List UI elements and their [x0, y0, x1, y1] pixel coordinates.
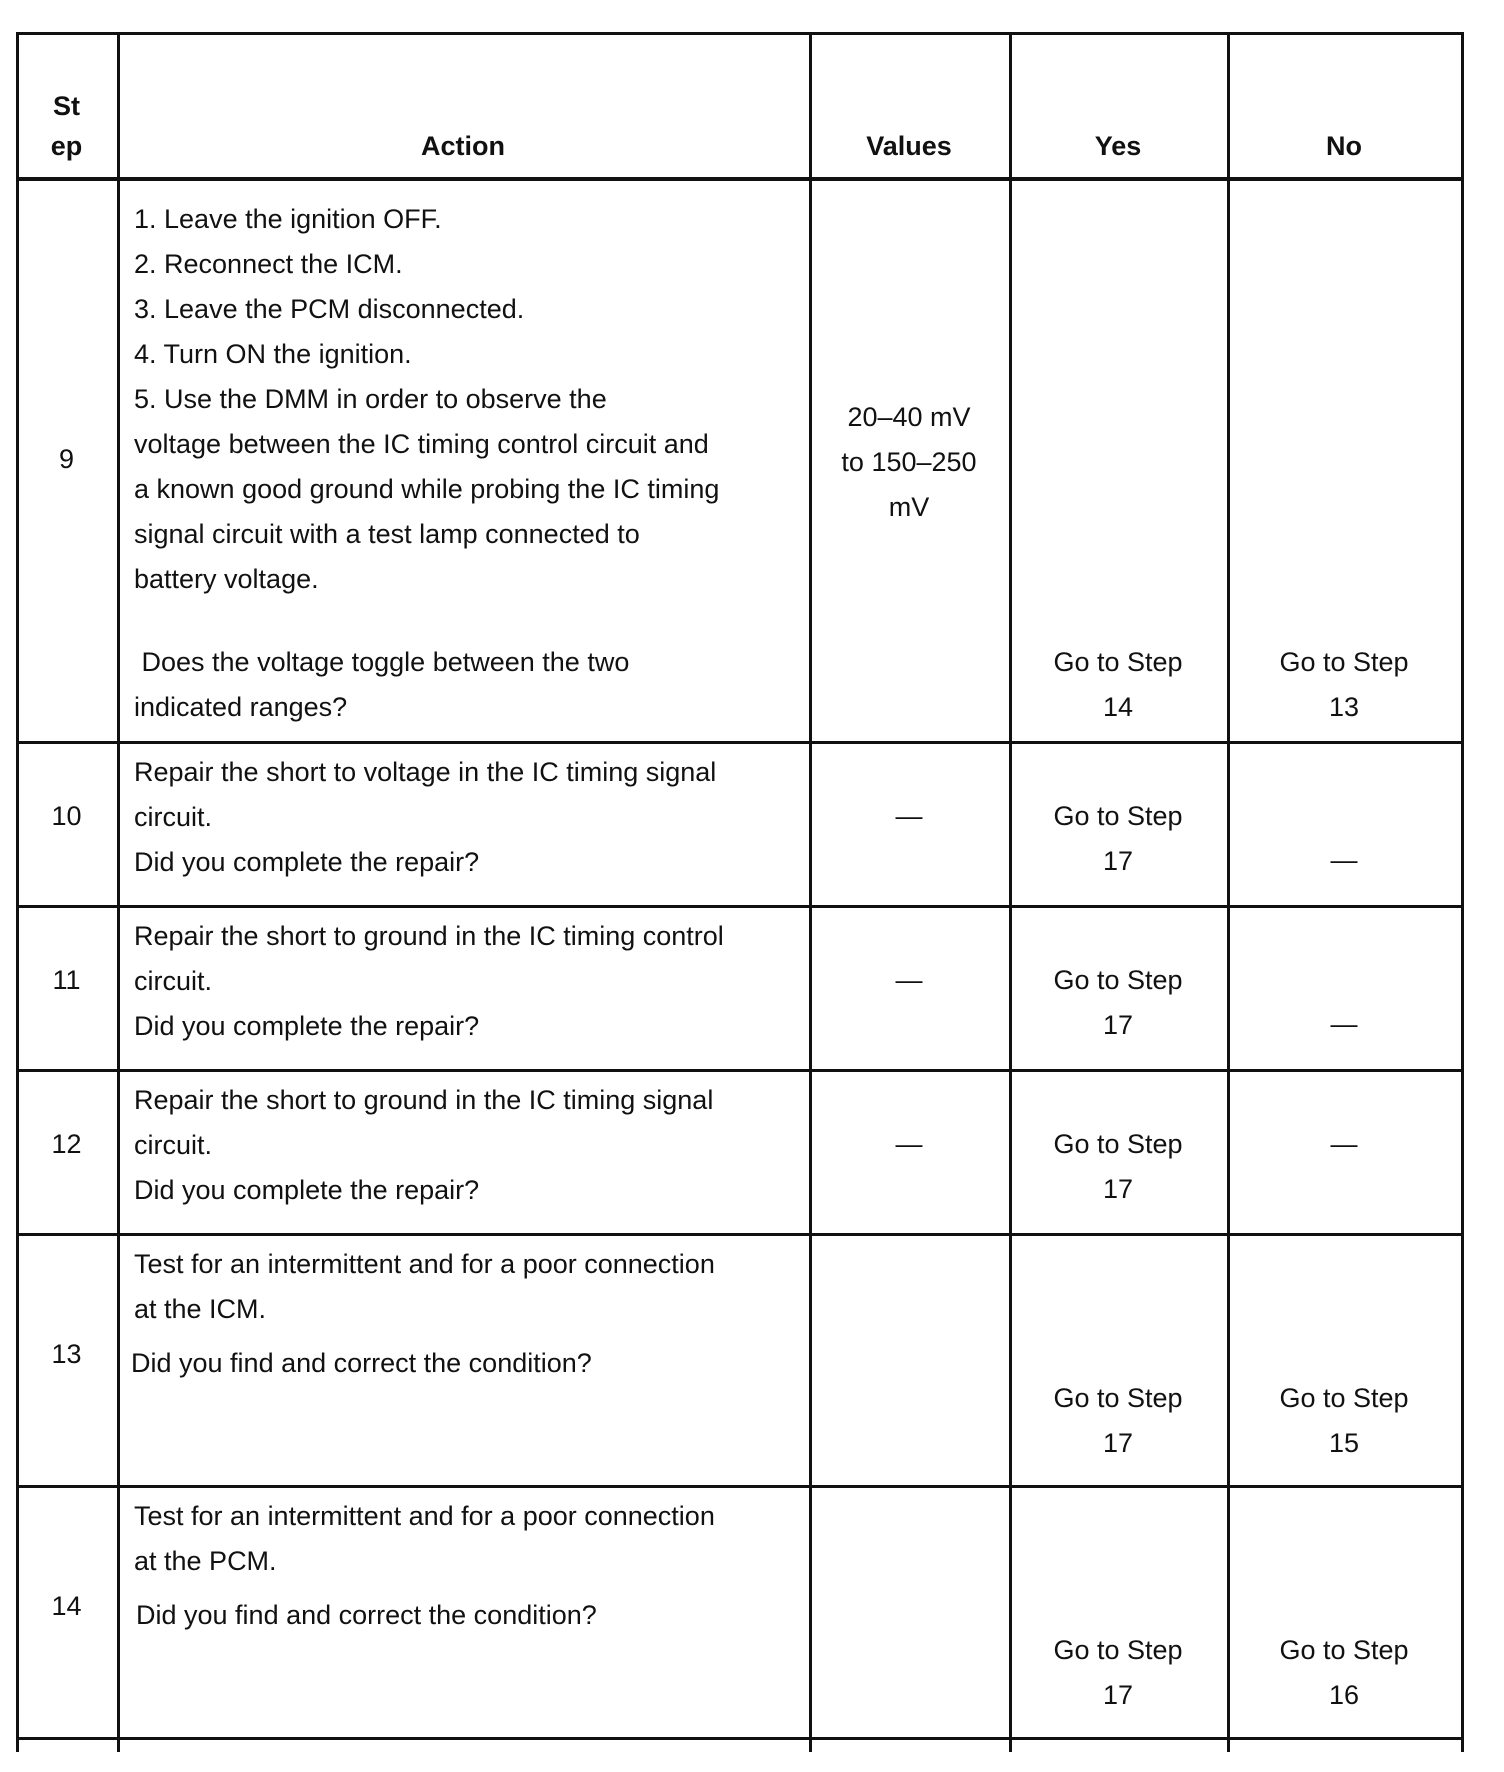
question-text: Did you find and correct the condition? [131, 1348, 592, 1378]
column-divider [809, 32, 812, 1752]
no-text: Go to Step 13 [1279, 647, 1409, 722]
action-text: Test for an intermittent and for a poor connection at the ICM. [134, 1249, 715, 1324]
action-text: Repair the short to voltage in the IC timing signal circuit. Did you complete the repair? [134, 757, 717, 877]
no-text: — [1330, 1129, 1358, 1159]
step-number: 13 [51, 1339, 82, 1369]
question-text: Does the voltage toggle between the two indicated ranges? [134, 647, 630, 722]
yes-text: Go to Step 17 [1053, 1129, 1183, 1204]
no-text: Go to Step 16 [1279, 1635, 1409, 1710]
header-values: Values [866, 131, 952, 161]
header-yes: Yes [1094, 131, 1142, 161]
table-border [16, 1737, 1464, 1740]
values-text: — [895, 801, 923, 831]
table-border [16, 32, 1464, 35]
row-divider [16, 1485, 1464, 1488]
step-number: 10 [51, 801, 82, 831]
action-text: Test for an intermittent and for a poor connection at the PCM. [134, 1501, 715, 1576]
yes-text: Go to Step 14 [1053, 647, 1183, 722]
yes-text: Go to Step 17 [1053, 1635, 1183, 1710]
header-no: No [1326, 131, 1362, 161]
no-text: Go to Step 15 [1279, 1383, 1409, 1458]
values-text: — [895, 1129, 923, 1159]
values-text: 20–40 mV to 150–250 mV [841, 402, 977, 522]
header-step: St ep [50, 91, 83, 161]
column-divider [1009, 32, 1012, 1752]
column-divider [117, 32, 120, 1752]
header-divider [16, 177, 1464, 181]
table-border [16, 32, 19, 1752]
row-divider [16, 1233, 1464, 1236]
table-border [1461, 32, 1464, 1752]
values-text: — [895, 965, 923, 995]
action-text: Repair the short to ground in the IC timing control circuit. Did you complete the repair? [134, 921, 724, 1041]
no-text: — [1330, 1009, 1358, 1039]
action-text: Repair the short to ground in the IC timing signal circuit. Did you complete the repair? [134, 1085, 714, 1205]
no-text: — [1330, 845, 1358, 875]
step-number: 12 [51, 1129, 82, 1159]
step-number: 11 [52, 965, 81, 995]
row-divider [16, 1069, 1464, 1072]
row-divider [16, 741, 1464, 744]
row-divider [16, 905, 1464, 908]
yes-text: Go to Step 17 [1053, 965, 1183, 1040]
column-divider [1227, 32, 1230, 1752]
diagnostic-table [16, 32, 1464, 1752]
question-text: Did you find and correct the condition? [136, 1600, 597, 1630]
yes-text: Go to Step 17 [1053, 801, 1183, 876]
yes-text: Go to Step 17 [1053, 1383, 1183, 1458]
step-number: 14 [51, 1591, 82, 1621]
action-text: 1. Leave the ignition OFF. 2. Reconnect the ICM. 3. Leave the PCM disconnected. 4. Turn ON the ignition. 5. Use the DMM in order to observe the voltage between the IC timing control circuit and a known good ground while probing the IC timing signal circuit with a test lamp connected to battery voltage. [134, 204, 720, 594]
header-action: Action [421, 131, 505, 161]
step-number: 9 [58, 444, 75, 474]
